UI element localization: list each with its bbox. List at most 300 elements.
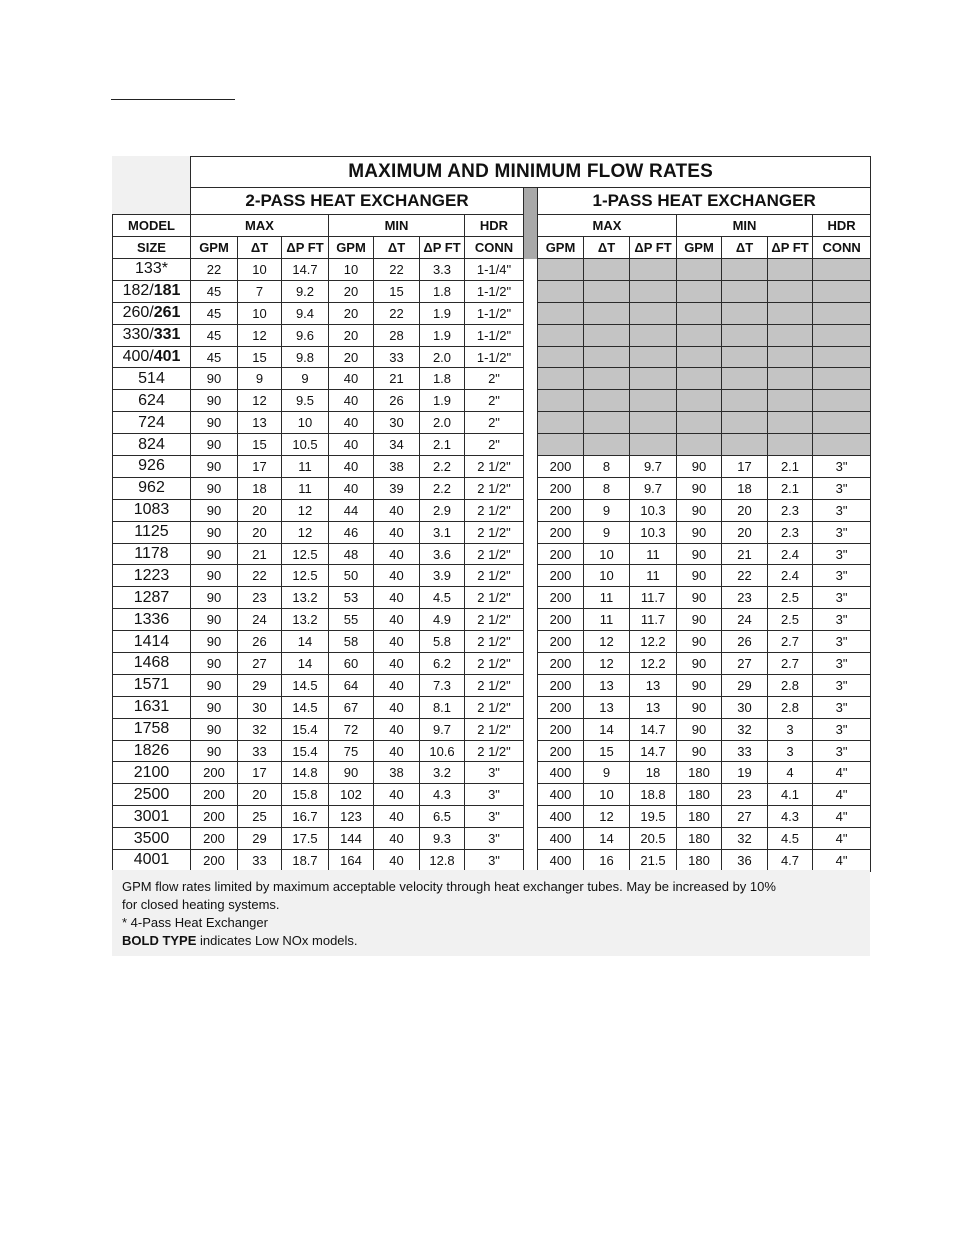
model-size-cell — [113, 280, 191, 302]
two-pass-min-delta-t-cell: 40 — [374, 784, 420, 806]
one-pass-unavailable-cell — [584, 390, 630, 412]
two-pass-max-delta-p-cell: 15.4 — [282, 718, 329, 740]
one-pass-unavailable-cell — [630, 280, 677, 302]
one-pass-min-gpm-cell: 90 — [677, 521, 722, 543]
one-pass-max-delta-p-cell: 12.2 — [630, 653, 677, 675]
one-pass-max-delta-t-cell: 10 — [584, 543, 630, 565]
two-pass-max-gpm-cell: 22 — [191, 259, 238, 281]
two-pass-hdr-header: HDR — [465, 215, 524, 237]
one-pass-unavailable-cell — [538, 346, 584, 368]
one-pass-unavailable-cell — [813, 259, 871, 281]
two-pass-min-delta-t-cell: 40 — [374, 565, 420, 587]
table-row — [113, 587, 871, 609]
one-pass-unavailable-cell — [538, 368, 584, 390]
one-pass-unavailable-cell — [630, 259, 677, 281]
model-size-cell — [113, 390, 191, 412]
model-size-cell — [113, 302, 191, 324]
two-pass-min-gpm-cell: 40 — [329, 412, 374, 434]
one-pass-min-delta-t-cell: 18 — [722, 477, 768, 499]
two-pass-min-delta-t-cell: 40 — [374, 609, 420, 631]
two-pass-min-delta-p-cell: 6.2 — [420, 653, 465, 675]
column-gap — [524, 412, 538, 434]
two-pass-max-delta-t-cell: 29 — [238, 828, 282, 850]
two-pass-max-gpm-cell: 90 — [191, 696, 238, 718]
one-pass-max-delta-t-cell: 16 — [584, 850, 630, 872]
one-pass-max-gpm-cell: 200 — [538, 609, 584, 631]
low-nox-model-text: 261 — [153, 304, 181, 322]
table-row — [113, 631, 871, 653]
one-pass-unavailable-cell — [584, 324, 630, 346]
two-pass-max-delta-p-cell: 9.4 — [282, 302, 329, 324]
one-pass-max-gpm-cell: 200 — [538, 718, 584, 740]
two-pass-max-gpm-cell: 90 — [191, 521, 238, 543]
one-pass-unavailable-cell — [677, 412, 722, 434]
two-pass-min-delta-t-cell: 40 — [374, 674, 420, 696]
one-pass-min-gpm-cell: 90 — [677, 543, 722, 565]
two-pass-max-gpm-cell: 90 — [191, 718, 238, 740]
two-pass-min-gpm-cell: 20 — [329, 302, 374, 324]
two-pass-min-delta-p-cell: 6.5 — [420, 806, 465, 828]
one-pass-max-delta-t-cell: 10 — [584, 784, 630, 806]
one-pass-max-header: MAX — [538, 215, 677, 237]
model-size-text: 962 — [138, 479, 165, 497]
one-pass-unavailable-cell — [813, 434, 871, 456]
one-pass-unavailable-cell — [813, 280, 871, 302]
column-gap — [524, 587, 538, 609]
two-pass-max-delta-t-cell: 12 — [238, 390, 282, 412]
one-pass-min-delta-t-cell: 17 — [722, 456, 768, 478]
one-pass-hdr-conn-cell: 4" — [813, 784, 871, 806]
one-pass-unavailable-cell — [722, 412, 768, 434]
col-conn: CONN — [813, 237, 871, 259]
two-pass-max-delta-t-cell: 20 — [238, 784, 282, 806]
one-pass-unavailable-cell — [813, 390, 871, 412]
one-pass-min-delta-p-cell: 2.8 — [768, 696, 813, 718]
one-pass-max-delta-t-cell: 12 — [584, 653, 630, 675]
two-pass-max-delta-t-cell: 10 — [238, 259, 282, 281]
two-pass-max-delta-t-cell: 15 — [238, 346, 282, 368]
two-pass-min-gpm-cell: 48 — [329, 543, 374, 565]
model-size-cell — [113, 412, 191, 434]
one-pass-unavailable-cell — [813, 324, 871, 346]
table-row — [113, 806, 871, 828]
one-pass-unavailable-cell — [630, 390, 677, 412]
two-pass-min-delta-p-cell: 1.9 — [420, 390, 465, 412]
two-pass-max-gpm-cell: 90 — [191, 368, 238, 390]
one-pass-min-delta-t-cell: 24 — [722, 609, 768, 631]
two-pass-max-delta-p-cell: 15.8 — [282, 784, 329, 806]
two-pass-max-delta-p-cell: 12.5 — [282, 565, 329, 587]
model-size-cell — [113, 674, 191, 696]
column-gap — [524, 434, 538, 456]
model-size-cell — [113, 740, 191, 762]
two-pass-min-gpm-cell: 40 — [329, 477, 374, 499]
two-pass-max-gpm-cell: 200 — [191, 784, 238, 806]
two-pass-min-delta-t-cell: 40 — [374, 631, 420, 653]
two-pass-hdr-conn-cell: 3" — [465, 762, 524, 784]
one-pass-max-delta-t-cell: 10 — [584, 565, 630, 587]
two-pass-min-delta-t-cell: 40 — [374, 521, 420, 543]
two-pass-hdr-conn-cell: 2 1/2" — [465, 609, 524, 631]
two-pass-hdr-conn-cell: 2" — [465, 390, 524, 412]
one-pass-max-gpm-cell: 200 — [538, 565, 584, 587]
one-pass-unavailable-cell — [768, 324, 813, 346]
two-pass-min-delta-p-cell: 9.3 — [420, 828, 465, 850]
two-pass-max-gpm-cell: 45 — [191, 324, 238, 346]
column-gap — [524, 368, 538, 390]
two-pass-hdr-conn-cell: 2" — [465, 434, 524, 456]
blank-corner — [113, 157, 191, 188]
two-pass-min-gpm-cell: 20 — [329, 280, 374, 302]
one-pass-max-delta-t-cell: 12 — [584, 806, 630, 828]
one-pass-max-delta-t-cell: 13 — [584, 674, 630, 696]
one-pass-unavailable-cell — [722, 434, 768, 456]
one-pass-max-delta-t-cell: 12 — [584, 631, 630, 653]
one-pass-hdr-conn-cell: 3" — [813, 696, 871, 718]
model-size-text: 3500 — [133, 829, 170, 847]
model-size-text: 133* — [135, 260, 168, 278]
one-pass-min-gpm-cell: 90 — [677, 718, 722, 740]
two-pass-max-gpm-cell: 90 — [191, 740, 238, 762]
model-size-text: 1468 — [133, 654, 170, 672]
table-row — [113, 543, 871, 565]
model-size-text: 1826 — [133, 742, 170, 760]
model-size-text: 824 — [138, 435, 165, 453]
one-pass-max-delta-t-cell: 15 — [584, 740, 630, 762]
model-size-cell — [113, 631, 191, 653]
table-row — [113, 740, 871, 762]
one-pass-min-delta-p-cell: 2.1 — [768, 456, 813, 478]
table-title: MAXIMUM AND MINIMUM FLOW RATES — [191, 157, 871, 188]
one-pass-min-delta-p-cell: 2.7 — [768, 653, 813, 675]
model-size-text: 4001 — [133, 851, 170, 869]
two-pass-max-gpm-cell: 90 — [191, 499, 238, 521]
one-pass-unavailable-cell — [813, 346, 871, 368]
column-gap — [524, 346, 538, 368]
column-gap — [524, 674, 538, 696]
one-pass-hdr-conn-cell: 3" — [813, 521, 871, 543]
col-delta-t: ΔT — [374, 237, 420, 259]
one-pass-unavailable-cell — [677, 346, 722, 368]
one-pass-unavailable-cell — [584, 259, 630, 281]
one-pass-min-gpm-cell: 90 — [677, 653, 722, 675]
one-pass-max-gpm-cell: 400 — [538, 850, 584, 872]
one-pass-max-delta-t-cell: 13 — [584, 696, 630, 718]
one-pass-unavailable-cell — [630, 434, 677, 456]
model-size-text: 260/ — [122, 304, 154, 322]
one-pass-max-gpm-cell: 200 — [538, 653, 584, 675]
one-pass-max-gpm-cell: 400 — [538, 828, 584, 850]
two-pass-min-delta-t-cell: 39 — [374, 477, 420, 499]
one-pass-hdr-conn-cell: 4" — [813, 806, 871, 828]
two-pass-min-delta-p-cell: 1.8 — [420, 280, 465, 302]
two-pass-min-delta-t-cell: 40 — [374, 806, 420, 828]
one-pass-min-delta-p-cell: 3 — [768, 740, 813, 762]
low-nox-model-text: 331 — [153, 326, 181, 344]
two-pass-max-delta-t-cell: 20 — [238, 499, 282, 521]
one-pass-unavailable-cell — [584, 302, 630, 324]
one-pass-min-delta-t-cell: 20 — [722, 521, 768, 543]
model-size-cell — [113, 368, 191, 390]
one-pass-min-delta-p-cell: 4.7 — [768, 850, 813, 872]
one-pass-hdr-conn-cell: 3" — [813, 631, 871, 653]
one-pass-unavailable-cell — [768, 346, 813, 368]
two-pass-max-delta-p-cell: 9 — [282, 368, 329, 390]
two-pass-min-gpm-cell: 40 — [329, 456, 374, 478]
two-pass-max-gpm-cell: 90 — [191, 477, 238, 499]
one-pass-max-gpm-cell: 200 — [538, 543, 584, 565]
two-pass-max-delta-t-cell: 17 — [238, 456, 282, 478]
column-gap — [524, 188, 538, 215]
two-pass-max-delta-t-cell: 29 — [238, 674, 282, 696]
col-delta-t: ΔT — [584, 237, 630, 259]
one-pass-max-delta-p-cell: 11.7 — [630, 609, 677, 631]
one-pass-unavailable-cell — [768, 368, 813, 390]
one-pass-unavailable-cell — [677, 390, 722, 412]
model-size-text: 724 — [138, 413, 165, 431]
model-size-text: 624 — [138, 391, 165, 409]
two-pass-min-delta-t-cell: 40 — [374, 828, 420, 850]
one-pass-min-delta-t-cell: 23 — [722, 587, 768, 609]
model-size-text: 514 — [138, 369, 165, 387]
one-pass-unavailable-cell — [538, 324, 584, 346]
column-gap — [524, 631, 538, 653]
one-pass-min-delta-t-cell: 32 — [722, 828, 768, 850]
two-pass-min-gpm-cell: 102 — [329, 784, 374, 806]
column-gap — [524, 237, 538, 259]
two-pass-hdr-conn-cell: 2 1/2" — [465, 456, 524, 478]
two-pass-min-delta-p-cell: 2.1 — [420, 434, 465, 456]
one-pass-min-delta-t-cell: 32 — [722, 718, 768, 740]
table-row — [113, 280, 871, 302]
two-pass-max-delta-t-cell: 26 — [238, 631, 282, 653]
two-pass-max-gpm-cell: 200 — [191, 762, 238, 784]
model-size-cell — [113, 609, 191, 631]
two-pass-min-delta-t-cell: 40 — [374, 718, 420, 740]
model-size-text: 1414 — [133, 632, 170, 650]
one-pass-min-delta-t-cell: 36 — [722, 850, 768, 872]
one-pass-max-gpm-cell: 200 — [538, 521, 584, 543]
two-pass-min-gpm-cell: 123 — [329, 806, 374, 828]
col-delta-p: ΔP FT — [282, 237, 329, 259]
one-pass-max-delta-p-cell: 19.5 — [630, 806, 677, 828]
one-pass-max-gpm-cell: 200 — [538, 631, 584, 653]
one-pass-unavailable-cell — [584, 280, 630, 302]
one-pass-unavailable-cell — [630, 346, 677, 368]
one-pass-unavailable-cell — [584, 434, 630, 456]
one-pass-hdr-conn-cell: 3" — [813, 456, 871, 478]
size-label: SIZE — [113, 237, 191, 259]
one-pass-unavailable-cell — [813, 368, 871, 390]
model-size-cell — [113, 828, 191, 850]
one-pass-min-delta-t-cell: 30 — [722, 696, 768, 718]
two-pass-min-gpm-cell: 40 — [329, 434, 374, 456]
model-size-text: 1125 — [134, 523, 169, 541]
table-row — [113, 368, 871, 390]
two-pass-min-gpm-cell: 64 — [329, 674, 374, 696]
two-pass-max-delta-p-cell: 14 — [282, 631, 329, 653]
one-pass-min-delta-t-cell: 27 — [722, 653, 768, 675]
one-pass-max-gpm-cell: 200 — [538, 674, 584, 696]
one-pass-min-gpm-cell: 90 — [677, 631, 722, 653]
table-row — [113, 762, 871, 784]
two-pass-max-delta-t-cell: 33 — [238, 850, 282, 872]
two-pass-max-delta-t-cell: 12 — [238, 324, 282, 346]
one-pass-unavailable-cell — [722, 368, 768, 390]
two-pass-max-delta-t-cell: 25 — [238, 806, 282, 828]
two-pass-min-gpm-cell: 58 — [329, 631, 374, 653]
one-pass-unavailable-cell — [677, 368, 722, 390]
two-pass-max-gpm-cell: 200 — [191, 850, 238, 872]
two-pass-min-gpm-cell: 10 — [329, 259, 374, 281]
one-pass-min-delta-t-cell: 26 — [722, 631, 768, 653]
two-pass-max-delta-t-cell: 23 — [238, 587, 282, 609]
one-pass-hdr-conn-cell: 3" — [813, 587, 871, 609]
one-pass-min-delta-p-cell: 2.5 — [768, 587, 813, 609]
two-pass-max-gpm-cell: 90 — [191, 565, 238, 587]
two-pass-max-delta-p-cell: 9.8 — [282, 346, 329, 368]
model-size-cell — [113, 477, 191, 499]
model-size-text: 926 — [138, 457, 165, 475]
col-delta-t: ΔT — [722, 237, 768, 259]
model-size-text: 1178 — [134, 545, 169, 563]
model-size-text: 330/ — [122, 326, 154, 344]
table-row — [113, 324, 871, 346]
two-pass-hdr-conn-cell: 2 1/2" — [465, 674, 524, 696]
model-size-text: 1631 — [133, 698, 170, 716]
two-pass-max-gpm-cell: 45 — [191, 346, 238, 368]
two-pass-min-delta-t-cell: 30 — [374, 412, 420, 434]
one-pass-max-delta-t-cell: 14 — [584, 828, 630, 850]
two-pass-max-delta-p-cell: 12 — [282, 521, 329, 543]
one-pass-min-delta-t-cell: 19 — [722, 762, 768, 784]
one-pass-unavailable-cell — [813, 302, 871, 324]
one-pass-min-delta-p-cell: 2.3 — [768, 521, 813, 543]
one-pass-unavailable-cell — [768, 280, 813, 302]
two-pass-max-header: MAX — [191, 215, 329, 237]
two-pass-min-delta-p-cell: 4.3 — [420, 784, 465, 806]
one-pass-hdr-conn-cell: 3" — [813, 609, 871, 631]
table-row — [113, 302, 871, 324]
one-pass-max-delta-t-cell: 11 — [584, 609, 630, 631]
two-pass-max-delta-p-cell: 18.7 — [282, 850, 329, 872]
two-pass-hdr-conn-cell: 2 1/2" — [465, 587, 524, 609]
two-pass-min-gpm-cell: 72 — [329, 718, 374, 740]
model-size-cell — [113, 324, 191, 346]
model-size-cell — [113, 434, 191, 456]
one-pass-max-delta-p-cell: 13 — [630, 674, 677, 696]
model-size-cell — [113, 543, 191, 565]
two-pass-min-delta-t-cell: 40 — [374, 696, 420, 718]
two-pass-hdr-conn-cell: 1-1/4" — [465, 259, 524, 281]
two-pass-max-delta-p-cell: 11 — [282, 456, 329, 478]
one-pass-hdr-conn-cell: 3" — [813, 499, 871, 521]
one-pass-unavailable-cell — [768, 434, 813, 456]
two-pass-min-delta-p-cell: 4.5 — [420, 587, 465, 609]
one-pass-unavailable-cell — [630, 368, 677, 390]
note-line — [122, 932, 860, 950]
two-pass-min-header: MIN — [329, 215, 465, 237]
one-pass-min-gpm-cell: 90 — [677, 477, 722, 499]
model-size-text: 3001 — [133, 807, 170, 825]
model-size-text: 1223 — [133, 566, 170, 584]
model-size-cell — [113, 259, 191, 281]
table-row — [113, 499, 871, 521]
two-pass-max-delta-t-cell: 24 — [238, 609, 282, 631]
one-pass-min-delta-t-cell: 27 — [722, 806, 768, 828]
two-pass-min-gpm-cell: 144 — [329, 828, 374, 850]
column-gap — [524, 565, 538, 587]
two-pass-max-delta-t-cell: 20 — [238, 521, 282, 543]
two-pass-max-delta-p-cell: 11 — [282, 477, 329, 499]
one-pass-min-gpm-cell: 90 — [677, 587, 722, 609]
one-pass-max-delta-t-cell: 14 — [584, 718, 630, 740]
model-size-cell — [113, 806, 191, 828]
one-pass-header: 1-PASS HEAT EXCHANGER — [538, 188, 871, 215]
one-pass-max-delta-p-cell: 11 — [630, 565, 677, 587]
two-pass-min-delta-p-cell: 1.9 — [420, 302, 465, 324]
two-pass-min-gpm-cell: 46 — [329, 521, 374, 543]
one-pass-min-delta-p-cell: 2.4 — [768, 565, 813, 587]
table-row — [113, 521, 871, 543]
one-pass-max-delta-t-cell: 11 — [584, 587, 630, 609]
table-notes — [112, 870, 870, 956]
model-size-text: 400/ — [122, 348, 154, 365]
two-pass-min-delta-p-cell: 8.1 — [420, 696, 465, 718]
col-delta-p: ΔP FT — [420, 237, 465, 259]
note-bold-text: BOLD TYPE — [122, 933, 197, 948]
two-pass-hdr-conn-cell: 3" — [465, 784, 524, 806]
low-nox-model-text: 181 — [153, 282, 181, 300]
two-pass-hdr-conn-cell: 1-1/2" — [465, 346, 524, 368]
two-pass-max-delta-t-cell: 22 — [238, 565, 282, 587]
table-row — [113, 653, 871, 675]
model-size-text: 1571 — [133, 676, 170, 694]
one-pass-unavailable-cell — [677, 302, 722, 324]
one-pass-unavailable-cell — [677, 280, 722, 302]
blank-corner — [113, 188, 191, 215]
two-pass-hdr-conn-cell: 1-1/2" — [465, 324, 524, 346]
two-pass-hdr-conn-cell: 2 1/2" — [465, 740, 524, 762]
column-gap — [524, 390, 538, 412]
two-pass-max-gpm-cell: 90 — [191, 390, 238, 412]
note-line: for closed heating systems. — [122, 897, 280, 912]
one-pass-max-delta-t-cell: 8 — [584, 456, 630, 478]
two-pass-min-delta-p-cell: 3.1 — [420, 521, 465, 543]
column-gap — [524, 740, 538, 762]
model-size-cell — [113, 521, 191, 543]
column-gap — [524, 280, 538, 302]
one-pass-max-delta-p-cell: 10.3 — [630, 499, 677, 521]
two-pass-max-gpm-cell: 200 — [191, 828, 238, 850]
two-pass-max-gpm-cell: 90 — [191, 587, 238, 609]
one-pass-max-gpm-cell: 200 — [538, 740, 584, 762]
col-delta-p: ΔP FT — [630, 237, 677, 259]
one-pass-min-gpm-cell: 90 — [677, 609, 722, 631]
one-pass-unavailable-cell — [677, 324, 722, 346]
two-pass-min-gpm-cell: 40 — [329, 368, 374, 390]
note-line: * 4-Pass Heat Exchanger — [122, 915, 268, 930]
table-row — [113, 674, 871, 696]
model-size-cell — [113, 762, 191, 784]
two-pass-hdr-conn-cell: 3" — [465, 806, 524, 828]
flow-rates-table — [112, 156, 871, 872]
table-row — [113, 696, 871, 718]
column-gap — [524, 302, 538, 324]
one-pass-max-gpm-cell: 200 — [538, 696, 584, 718]
model-size-cell — [113, 456, 191, 478]
table-row — [113, 784, 871, 806]
